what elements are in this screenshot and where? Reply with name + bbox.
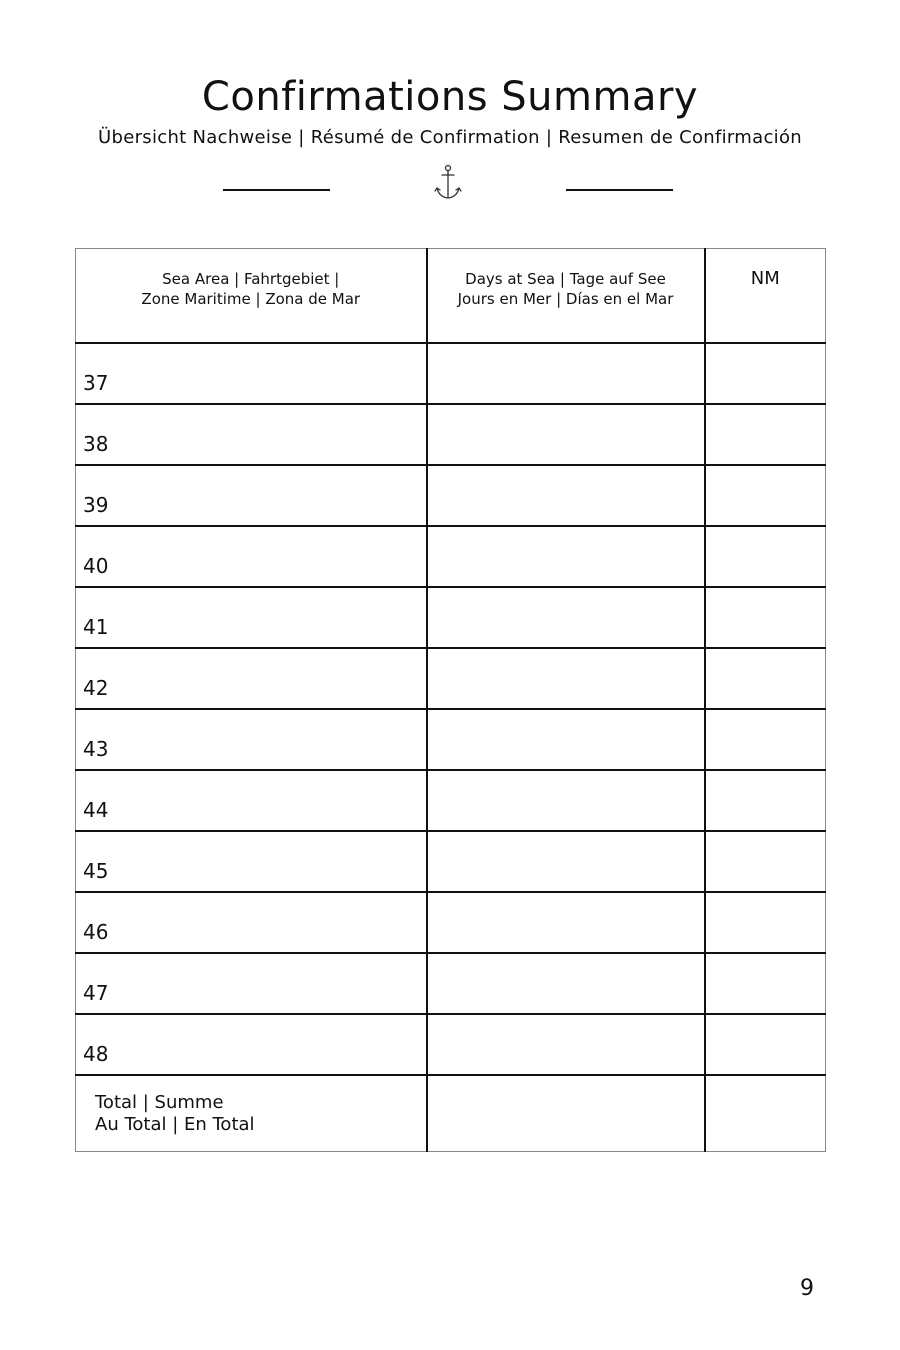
nm-cell[interactable] — [705, 953, 826, 1014]
nm-cell[interactable] — [705, 770, 826, 831]
table-row — [76, 709, 826, 770]
sea-area-cell[interactable] — [76, 1014, 427, 1075]
page-number: 9 — [800, 1276, 814, 1301]
table-row — [76, 465, 826, 526]
table-row — [76, 587, 826, 648]
row-number: 39 — [83, 492, 109, 517]
row-number: 47 — [83, 980, 109, 1005]
sea-area-cell[interactable] — [76, 953, 427, 1014]
nm-cell[interactable] — [705, 648, 826, 709]
nm-cell[interactable] — [705, 587, 826, 648]
sea-area-cell[interactable] — [76, 648, 427, 709]
total-nm-cell[interactable] — [705, 1075, 826, 1152]
total-label-line: Total | Summe — [95, 1091, 224, 1113]
table-row — [76, 892, 826, 953]
total-label-cell — [76, 1075, 427, 1152]
days-at-sea-cell[interactable] — [427, 648, 705, 709]
row-number: 37 — [83, 370, 109, 395]
days-at-sea-cell[interactable] — [427, 526, 705, 587]
days-at-sea-cell[interactable] — [427, 831, 705, 892]
nm-cell[interactable] — [705, 831, 826, 892]
sea-area-cell[interactable] — [76, 892, 427, 953]
days-at-sea-cell[interactable] — [427, 770, 705, 831]
row-number: 43 — [83, 736, 109, 761]
column-header-nm — [705, 249, 826, 344]
days-at-sea-cell[interactable] — [427, 953, 705, 1014]
column-header-sea-area — [76, 249, 427, 344]
divider-line-right — [566, 189, 673, 191]
nm-cell[interactable] — [705, 892, 826, 953]
column-header-days-at-sea — [427, 249, 705, 344]
nm-cell[interactable] — [705, 526, 826, 587]
days-at-sea-cell[interactable] — [427, 892, 705, 953]
column-header-line: Days at Sea | Tage auf See — [465, 270, 666, 288]
days-at-sea-cell[interactable] — [427, 465, 705, 526]
anchor-icon — [433, 164, 463, 202]
table-row — [76, 770, 826, 831]
sea-area-cell[interactable] — [76, 587, 427, 648]
table-row — [76, 1014, 826, 1075]
days-at-sea-cell[interactable] — [427, 404, 705, 465]
page-title: Confirmations Summary — [201, 74, 699, 120]
table-header-row — [76, 249, 826, 344]
nm-cell[interactable] — [705, 709, 826, 770]
table-row — [76, 831, 826, 892]
sea-area-cell[interactable] — [76, 770, 427, 831]
row-number: 41 — [83, 614, 109, 639]
table-row — [76, 953, 826, 1014]
table-row — [76, 343, 826, 404]
days-at-sea-cell[interactable] — [427, 587, 705, 648]
row-number: 40 — [83, 553, 109, 578]
table-row — [76, 648, 826, 709]
total-label-line: Au Total | En Total — [95, 1113, 255, 1135]
divider-line-left — [223, 189, 330, 191]
sea-area-cell[interactable] — [76, 526, 427, 587]
row-number: 44 — [83, 797, 109, 822]
sea-area-cell[interactable] — [76, 404, 427, 465]
column-header-line: Sea Area | Fahrtgebiet | — [162, 270, 340, 288]
row-number: 42 — [83, 675, 109, 700]
days-at-sea-cell[interactable] — [427, 709, 705, 770]
sea-area-cell[interactable] — [76, 343, 427, 404]
column-header-line: Jours en Mer | Días en el Mar — [457, 290, 674, 308]
row-number: 45 — [83, 858, 109, 883]
total-days-at-sea-cell[interactable] — [427, 1075, 705, 1152]
column-header-line: NM — [750, 268, 780, 289]
table-row — [76, 526, 826, 587]
sea-area-cell[interactable] — [76, 709, 427, 770]
confirmations-table — [75, 248, 826, 1152]
nm-cell[interactable] — [705, 343, 826, 404]
row-number: 48 — [83, 1041, 109, 1066]
days-at-sea-cell[interactable] — [427, 1014, 705, 1075]
row-number: 38 — [83, 431, 109, 456]
sea-area-cell[interactable] — [76, 831, 427, 892]
nm-cell[interactable] — [705, 404, 826, 465]
nm-cell[interactable] — [705, 465, 826, 526]
table-row — [76, 404, 826, 465]
days-at-sea-cell[interactable] — [427, 343, 705, 404]
column-header-line: Zone Maritime | Zona de Mar — [141, 290, 361, 308]
sea-area-cell[interactable] — [76, 465, 427, 526]
nm-cell[interactable] — [705, 1014, 826, 1075]
page-subtitle: Übersicht Nachweise | Résumé de Confirmation | Resumen de Confirmación — [98, 127, 802, 148]
row-number: 46 — [83, 919, 109, 944]
total-row — [76, 1075, 826, 1152]
